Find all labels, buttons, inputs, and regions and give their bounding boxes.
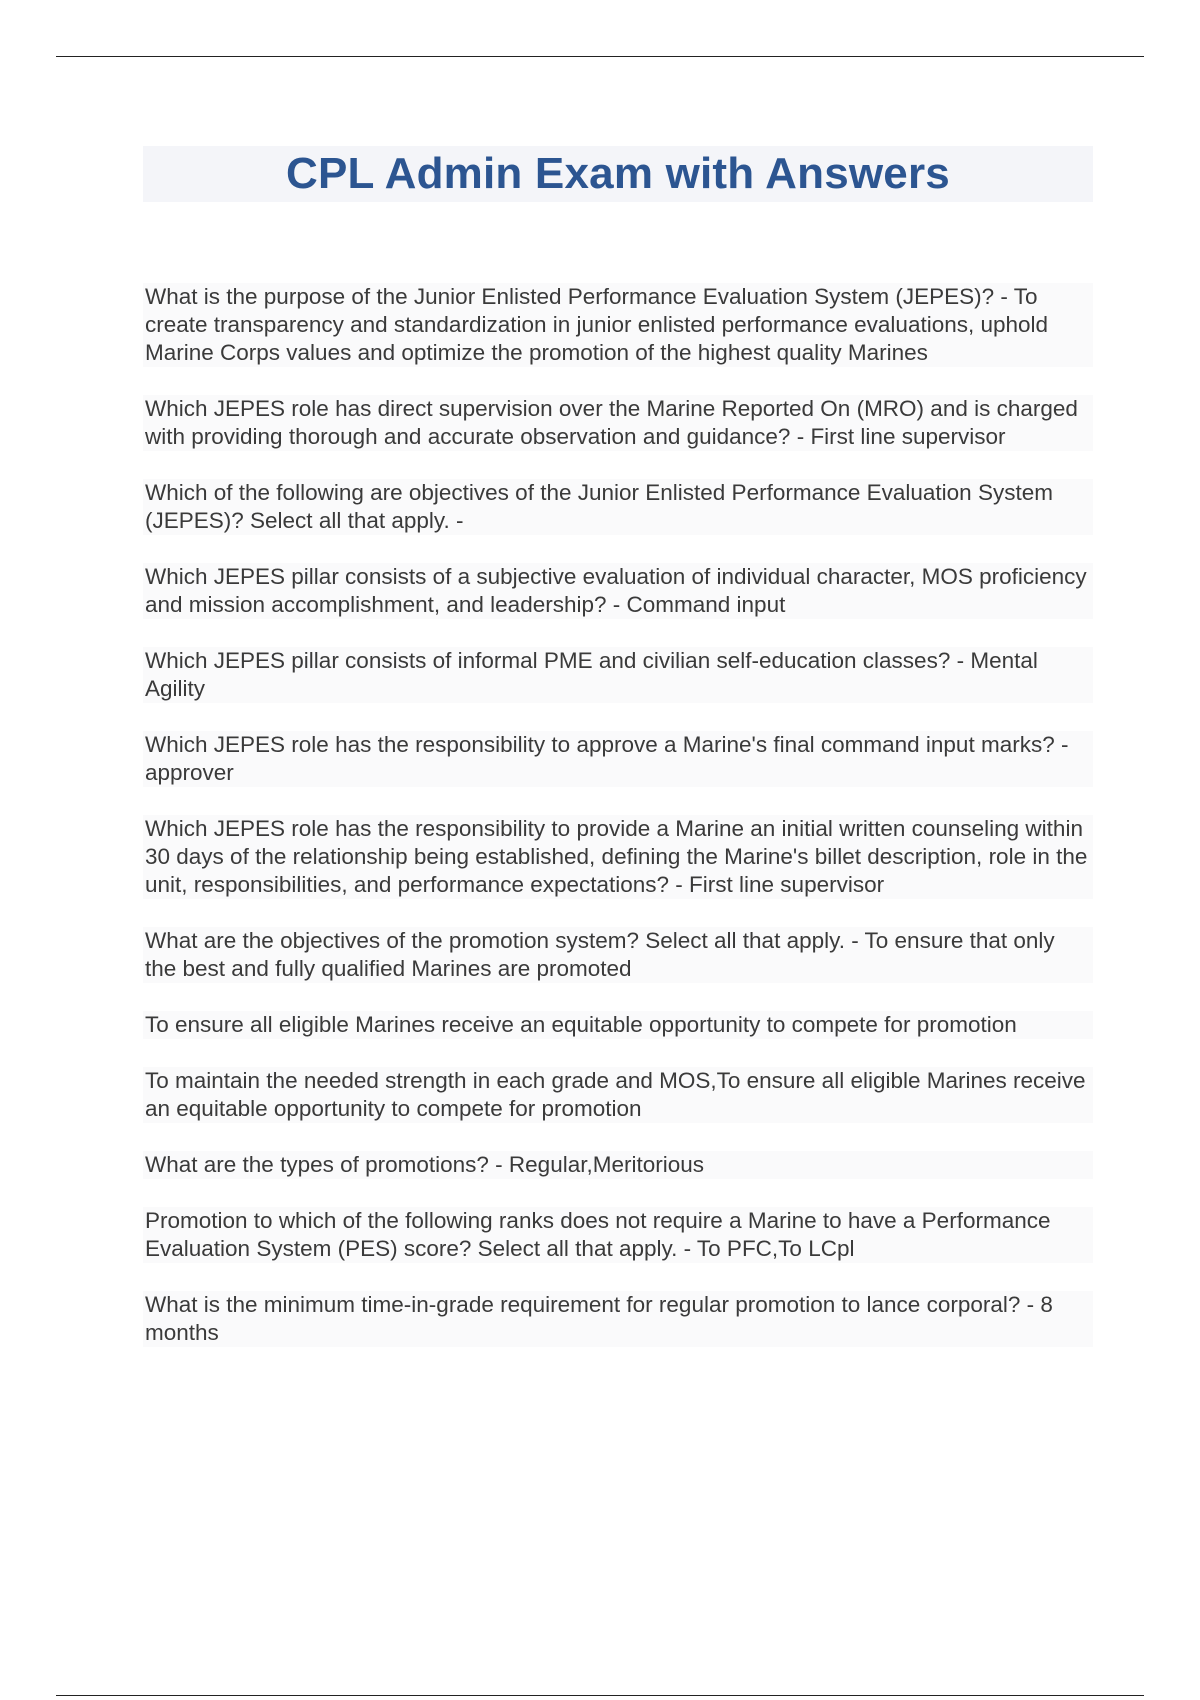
qa-item: What are the objectives of the promotion system? Select all that apply. - To ensure that only the best and fully qualified Marines are promoted xyxy=(143,927,1093,983)
qa-item: Promotion to which of the following ranks does not require a Marine to have a Performance Evaluation System (PES) score? Select all that apply. - To PFC,To LCpl xyxy=(143,1207,1093,1263)
qa-item: What is the minimum time-in-grade requirement for regular promotion to lance corporal? - 8 months xyxy=(143,1291,1093,1347)
qa-list xyxy=(143,283,1093,1375)
qa-item: To maintain the needed strength in each grade and MOS,To ensure all eligible Marines receive an equitable opportunity to compete for promotion xyxy=(143,1067,1093,1123)
footer-rule xyxy=(56,1695,1144,1696)
qa-item: Which JEPES role has the responsibility to provide a Marine an initial written counseling within 30 days of the relationship being established, defining the Marine's billet description, role in the unit, responsibilities, and performance expectations? - First line supervisor xyxy=(143,815,1093,899)
qa-item: Which JEPES pillar consists of a subjective evaluation of individual character, MOS proficiency and mission accomplishment, and leadership? - Command input xyxy=(143,563,1093,619)
qa-item: Which of the following are objectives of the Junior Enlisted Performance Evaluation System (JEPES)? Select all that apply. - xyxy=(143,479,1093,535)
qa-item: Which JEPES pillar consists of informal PME and civilian self-education classes? - Mental Agility xyxy=(143,647,1093,703)
page-title: CPL Admin Exam with Answers xyxy=(286,149,950,198)
qa-item: Which JEPES role has the responsibility to approve a Marine's final command input marks? - approver xyxy=(143,731,1093,787)
header-rule xyxy=(56,56,1144,57)
title-banner xyxy=(143,146,1093,202)
qa-item: What is the purpose of the Junior Enlisted Performance Evaluation System (JEPES)? - To create transparency and standardization in junior enlisted performance evaluations, uphold Marine Corps values and optimize the promotion of the highest quality Marines xyxy=(143,283,1093,367)
qa-item: To ensure all eligible Marines receive an equitable opportunity to compete for promotion xyxy=(143,1011,1093,1039)
qa-item: What are the types of promotions? - Regular,Meritorious xyxy=(143,1151,1093,1179)
qa-item: Which JEPES role has direct supervision over the Marine Reported On (MRO) and is charged with providing thorough and accurate observation and guidance? - First line supervisor xyxy=(143,395,1093,451)
